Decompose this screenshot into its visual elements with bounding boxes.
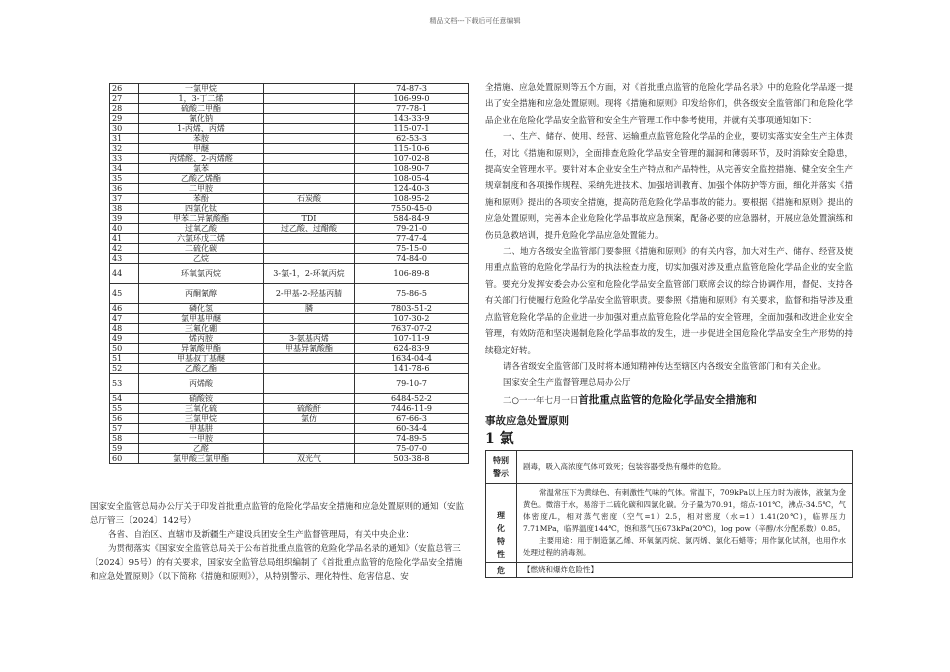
chemical-name: 硫酸二甲酯 <box>139 104 264 114</box>
chemical-alias <box>264 314 355 324</box>
row-number: 40 <box>110 224 139 234</box>
chemical-name: 二甲胺 <box>139 184 264 194</box>
chemical-name: 烯丙胺 <box>139 334 264 344</box>
row-number: 29 <box>110 114 139 124</box>
chemical-name: 氯甲基甲醚 <box>139 314 264 324</box>
chemical-alias: TDI <box>264 214 355 224</box>
chemical-alias <box>264 374 355 394</box>
chemical-row <box>110 434 469 444</box>
row-number: 38 <box>110 204 139 214</box>
cas-number: 115-07-1 <box>355 124 469 134</box>
row-number: 28 <box>110 104 139 114</box>
cas-number: 107-11-9 <box>355 334 469 344</box>
notice-paragraph-continued: 全措施、应急处置原则等五个方面，对《首批重点监管的危险化学品名录》中的危险化学品逐一提出了安全措施和应急处置原则。现将《措施和原则》印发给你们，供各级安全监管部门和危险化学品企业在危险化学品安全监管和安全生产管理工作中参考使用，并就有关事项通知如下： <box>485 83 853 126</box>
cas-number: 77-78-1 <box>355 104 469 114</box>
chemical-table <box>109 83 469 464</box>
chemical-row <box>110 264 469 284</box>
cas-number: 1634-04-4 <box>355 354 469 364</box>
cas-number: 584-84-9 <box>355 214 469 224</box>
row-number: 53 <box>110 374 139 394</box>
chemical-alias <box>264 364 355 374</box>
row-number: 54 <box>110 394 139 404</box>
cas-number: 108-90-7 <box>355 164 469 174</box>
cas-number: 115-10-6 <box>355 144 469 154</box>
chemical-alias-text: 2-甲基-2-羟基丙腈 <box>275 289 343 298</box>
cas-number: 62-53-3 <box>355 134 469 144</box>
chemical-name: 苯酚 <box>139 194 264 204</box>
chemical-alias: 3-氨基丙烯 <box>264 334 355 344</box>
chemical-name: 六氯环戊二烯 <box>139 234 264 244</box>
notice-date: 二○一一年七月一日 <box>503 395 579 406</box>
chemical-row <box>110 244 469 254</box>
cas-number: 106-99-0 <box>355 94 469 104</box>
row-number: 57 <box>110 424 139 434</box>
chemical-alias <box>264 164 355 174</box>
cas-number: 77-47-4 <box>355 234 469 244</box>
notice-signature: 国家安全生产监督管理总局办公厅 <box>503 378 631 389</box>
chemical-name: 乙烷 <box>139 254 264 264</box>
chemical-row <box>110 414 469 424</box>
page-header: 精品文档---下载后可任意编辑 <box>429 17 521 25</box>
chemical-name: 异氰酸甲酯 <box>139 344 264 354</box>
row-number: 32 <box>110 144 139 154</box>
chemical-row <box>110 324 469 334</box>
chemical-name: 乙醛 <box>139 444 264 454</box>
cas-number: 7803-51-2 <box>355 304 469 314</box>
cas-number: 7550-45-0 <box>355 204 469 214</box>
row-number: 51 <box>110 354 139 364</box>
safety-row-hazard <box>486 562 853 577</box>
cas-number: 75-86-5 <box>355 284 469 304</box>
chemical-name: 氰化钠 <box>139 114 264 124</box>
chemical-row <box>110 144 469 154</box>
chemical-name: 丙烯醛、2-丙烯醛 <box>139 154 264 164</box>
chemical-alias <box>264 354 355 364</box>
chemical-row <box>110 124 469 134</box>
row-number: 55 <box>110 404 139 414</box>
chemical-name: 氯甲酸三氯甲酯 <box>139 454 264 464</box>
row-number: 60 <box>110 454 139 464</box>
chemical-row <box>110 394 469 404</box>
chemical-name: 丙酮氰醇 <box>139 284 264 304</box>
chemical-row <box>110 354 469 364</box>
chemical-name: 四氯化钛 <box>139 204 264 214</box>
chemical-row <box>110 214 469 224</box>
chemical-row <box>110 374 469 394</box>
row-number: 58 <box>110 434 139 444</box>
chemical-row <box>110 424 469 434</box>
chemical-alias: 硫酸酐 <box>264 404 355 414</box>
row-number: 45 <box>110 284 139 304</box>
right-column <box>485 80 853 578</box>
cas-number: 7637-07-2 <box>355 324 469 334</box>
cas-number: 108-95-2 <box>355 194 469 204</box>
row-number: 49 <box>110 334 139 344</box>
safety-row-warning <box>486 450 853 483</box>
chemical-name: 过氧乙酸 <box>139 224 264 234</box>
row-number: 31 <box>110 134 139 144</box>
chemical-name: 甲醚 <box>139 144 264 154</box>
notice-date-line <box>485 392 853 409</box>
chemical-alias: 氯仿 <box>264 414 355 424</box>
chemical-alias <box>264 104 355 114</box>
row-number: 48 <box>110 324 139 334</box>
hazard-label: 危 <box>486 562 517 577</box>
chemical-alias <box>264 134 355 144</box>
chemical-name: 磷化氢 <box>139 304 264 314</box>
document-headline-b: 事故应急处置原则 <box>485 415 569 428</box>
cas-number: 74-89-5 <box>355 434 469 444</box>
document-headline-a: 首批重点监管的危险化学品安全措施和 <box>578 393 757 406</box>
chemical-alias <box>264 174 355 184</box>
cas-number: 74-84-0 <box>355 254 469 264</box>
chemical-name: 三氯甲烷 <box>139 414 264 424</box>
notice-closing: 请各省级安全监管部门及时将本通知精神传达至辖区内各级安全监管部门和有关企业。 <box>503 361 827 372</box>
section-heading: 1 氯 <box>485 430 514 447</box>
cas-number: 141-78-6 <box>355 364 469 374</box>
chemical-row <box>110 334 469 344</box>
notice-title: 国家安全监管总局办公厅关于印发首批重点监管的危险化学品安全措施和应急处置原则的通知（安监总厅管三〔2024〕142号） <box>90 502 465 526</box>
chemical-alias: 双光气 <box>264 454 355 464</box>
chemical-name: 甲苯二异氰酸酯 <box>139 214 264 224</box>
chemical-alias <box>264 424 355 434</box>
chemical-alias <box>264 284 355 304</box>
chemical-name: 三氟化硼 <box>139 324 264 334</box>
cas-number: 79-10-7 <box>355 374 469 394</box>
cas-number: 6484-52-2 <box>355 394 469 404</box>
chemical-alias <box>264 244 355 254</box>
hazard-text: 【燃烧和爆炸危险性】 <box>517 562 853 577</box>
chemical-alias <box>264 154 355 164</box>
row-number: 35 <box>110 174 139 184</box>
chemical-alias <box>264 234 355 244</box>
chemical-row <box>110 344 469 354</box>
chemical-name: 三氧化硫 <box>139 404 264 414</box>
row-number: 50 <box>110 344 139 354</box>
chemical-name: 丙烯酸 <box>139 374 264 394</box>
cas-number: 624-83-9 <box>355 344 469 354</box>
cas-number: 75-07-0 <box>355 444 469 454</box>
row-number: 59 <box>110 444 139 454</box>
chemical-row <box>110 314 469 324</box>
chemical-row <box>110 224 469 234</box>
cas-number: 75-15-0 <box>355 244 469 254</box>
chemical-alias <box>264 434 355 444</box>
cas-number: 124-40-3 <box>355 184 469 194</box>
chemical-name: 甲基叔丁基醚 <box>139 354 264 364</box>
row-number: 39 <box>110 214 139 224</box>
chemical-alias <box>264 254 355 264</box>
row-number: 34 <box>110 164 139 174</box>
cas-number: 107-02-8 <box>355 154 469 164</box>
row-number: 42 <box>110 244 139 254</box>
chemical-row <box>110 104 469 114</box>
cas-number: 60-34-4 <box>355 424 469 434</box>
chemical-name: 1-丙烯、丙烯 <box>139 124 264 134</box>
cas-number: 107-30-2 <box>355 314 469 324</box>
row-number: 47 <box>110 314 139 324</box>
chemical-alias <box>264 324 355 334</box>
row-number: 27 <box>110 94 139 104</box>
properties-description: 常温常压下为黄绿色、有刺激性气味的气体。常温下，709kPa以上压力时为液体，液氯为金黄色。微溶于水，易溶于二硫化碳和四氯化碳。分子量为70.91，熔点-101℃，沸点-34.5℃，气体密度/L，相对蒸气密度（空气=1）2.5，相对密度（水=1）1.41(20℃)，临界压力7.71MPa，临界温度144℃，饱和蒸气压673kPa(20℃)，log pow（辛醇/水分配系数）0.85。 <box>523 487 846 533</box>
cas-number: 74-87-3 <box>355 84 469 94</box>
chemical-name: 硝酸铵 <box>139 394 264 404</box>
row-number: 26 <box>110 84 139 94</box>
chemical-alias-text: 3-氯-1，2-环氧丙烷 <box>273 269 345 278</box>
chemical-row <box>110 94 469 104</box>
chemical-row <box>110 204 469 214</box>
chemical-row <box>110 114 469 124</box>
chemical-alias: 过乙酸、过醋酸 <box>264 224 355 234</box>
chemical-row <box>110 364 469 374</box>
row-number: 36 <box>110 184 139 194</box>
cas-number: 67-66-3 <box>355 414 469 424</box>
warning-label: 特别警示 <box>486 450 517 483</box>
chemical-name: 甲基肼 <box>139 424 264 434</box>
chemical-name: 1，3-丁二烯 <box>139 94 264 104</box>
chemical-row <box>110 154 469 164</box>
cas-number: 7446-11-9 <box>355 404 469 414</box>
chemical-row <box>110 284 469 304</box>
properties-label: 理化特性 <box>486 483 517 562</box>
chemical-row <box>110 454 469 464</box>
chemical-row <box>110 164 469 174</box>
notice-item-2: 二、地方各级安全监管部门要参照《措施和原则》的有关内容，加大对生产、储存、经营及使用重点监管的危险化学品行为的执法检查力度，切实加强对涉及重点监管危险化学品企业的安全监管。要充分发挥安委会办公室和危险化学品安全监管部门联席会议的综合协调作用，督促、支持各有关部门行使履行危险化学品安全监管职责。要参照《措施和原则》有关要求，监督和指导涉及重点监管危险化学品的企业进一步加强对重点监管危险化学品的安全管理，全面加强和改进企业安全管理，有效防范和坚决遏制危险化学品事故的发生，进一步促进全国危险化学品安全生产形势的持续稳定好转。 <box>485 247 853 356</box>
chemical-name: 一氯甲烷 <box>139 84 264 94</box>
row-number: 43 <box>110 254 139 264</box>
chemical-row <box>110 404 469 414</box>
row-number: 44 <box>110 264 139 284</box>
notice-addressee: 各省、自治区、直辖市及新疆生产建设兵团安全生产监督管理局，有关中央企业： <box>108 530 415 540</box>
chemical-row <box>110 184 469 194</box>
notice-paragraph: 为贯彻落实《国家安全监管总局关于公布首批重点监管的危险化学品名录的通知》（安监总管三〔2024〕95号）的有关要求，国家安全监管总局组织编制了《首批重点监管的危险化学品安全措施和应急处置原则》（以下简称《措施和原则》），从特别警示、理化特性、危害信息、安 <box>90 544 463 582</box>
properties-usage: 主要用途：用于制造氯乙烯、环氧氯丙烷、氯丙烯、氯化石蜡等；用作氯化试剂，也用作水处理过程的消毒剂。 <box>523 535 846 557</box>
notice-block <box>90 500 470 584</box>
cas-number: 143-33-9 <box>355 114 469 124</box>
safety-row-properties <box>486 483 853 562</box>
row-number: 52 <box>110 364 139 374</box>
chemical-row <box>110 254 469 264</box>
chemical-row <box>110 194 469 204</box>
chemical-alias <box>264 94 355 104</box>
chemical-list <box>109 83 469 464</box>
row-number: 56 <box>110 414 139 424</box>
warning-text: 剧毒，吸入高浓度气体可致死；包装容器受热有爆炸的危险。 <box>517 450 853 483</box>
chemical-row <box>110 444 469 454</box>
row-number: 41 <box>110 234 139 244</box>
cas-number: 108-05-4 <box>355 174 469 184</box>
chemical-alias <box>264 444 355 454</box>
cas-number: 106-89-8 <box>355 264 469 284</box>
row-number: 33 <box>110 154 139 164</box>
chemical-name: 乙酸乙烯酯 <box>139 174 264 184</box>
row-number: 46 <box>110 304 139 314</box>
safety-table <box>485 450 853 578</box>
chemical-alias <box>264 394 355 404</box>
row-number: 30 <box>110 124 139 134</box>
chemical-row <box>110 134 469 144</box>
chemical-alias <box>264 184 355 194</box>
chemical-alias: 膦 <box>264 304 355 314</box>
properties-text <box>517 483 853 562</box>
chemical-name: 一甲胺 <box>139 434 264 444</box>
chemical-alias <box>264 84 355 94</box>
chemical-alias <box>264 114 355 124</box>
chemical-alias <box>264 124 355 134</box>
chemical-name: 氯苯 <box>139 164 264 174</box>
chemical-name: 二硫化碳 <box>139 244 264 254</box>
notice-item-1: 一、生产、储存、使用、经营、运输重点监管危险化学品的企业，要切实落实安全生产主体责任，对比《措施和原则》，全面排查危险化学品安全管理的漏洞和薄弱环节，及时消除安全隐患，提高安全管理水平。要针对本企业安全生产特点和产品特性，从完善安全监控措施、健全安全生产规章制度和各项操作规程、采纳先进技术、加强培训教育、加强个体防护等方面，细化并落实《措施和原则》提出的各项安全措施，提高防范危险化学品事故的能力。要根据《措施和原则》提出的应急处置原则，完善本企业危险化学品事故应急预案，配备必要的应急器材，开展应急处置演练和伤员急救培训，提升危险化学品应急处置能力。 <box>485 132 853 241</box>
chemical-alias <box>264 264 355 284</box>
cas-number: 79-21-0 <box>355 224 469 234</box>
chemical-row <box>110 174 469 184</box>
chemical-row <box>110 304 469 314</box>
chemical-name: 环氧氯丙烷 <box>139 264 264 284</box>
chemical-name: 乙酸乙酯 <box>139 364 264 374</box>
chemical-alias <box>264 204 355 214</box>
chemical-name: 苯胺 <box>139 134 264 144</box>
chemical-row <box>110 234 469 244</box>
cas-number: 503-38-8 <box>355 454 469 464</box>
chemical-alias: 甲基异氰酸酯 <box>264 344 355 354</box>
chemical-alias <box>264 144 355 154</box>
row-number: 37 <box>110 194 139 204</box>
chemical-alias: 石炭酸 <box>264 194 355 204</box>
chemical-row <box>110 84 469 94</box>
